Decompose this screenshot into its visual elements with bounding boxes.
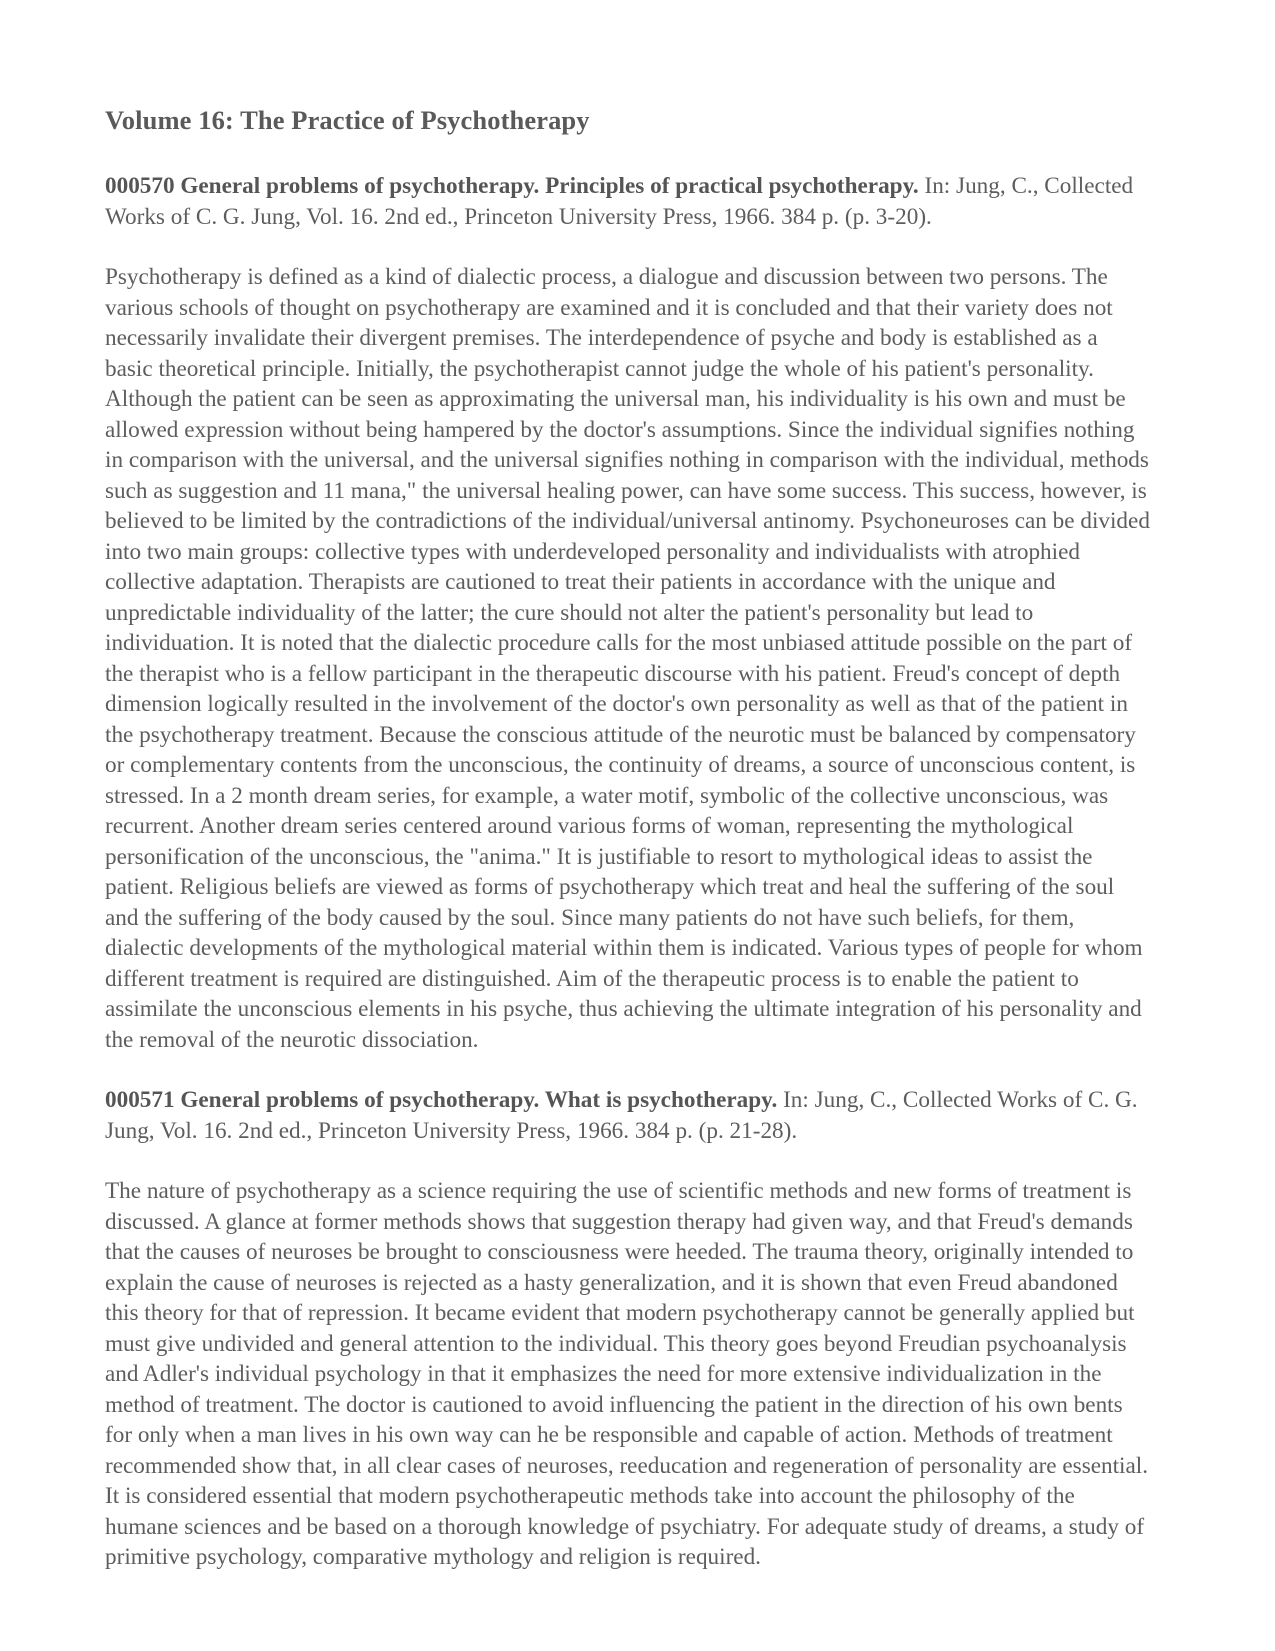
citation-line xyxy=(105,1085,1150,1146)
bibliography-entry-000571 xyxy=(105,1085,1150,1573)
citation-heading: 000570 General problems of psychotherapy. Principles of practical psychotherapy. xyxy=(105,173,919,200)
page-title: Volume 16: The Practice of Psychotherapy xyxy=(105,105,590,135)
citation-source: In: Jung, C., Collected Works of C. G. Jung, Vol. 16. 2nd ed., Princeton University Press, 1966. 384 p. (p. 21-28). xyxy=(105,1087,1138,1144)
bibliography-entry-000570 xyxy=(105,171,1150,1055)
abstract-text: Psychotherapy is defined as a kind of dialectic process, a dialogue and discussion between two persons. The various schools of thought on psychotherapy are examined and it is concluded and that their variety does not necessarily invalidate their divergent premises. The interdependence of psyche and body is established as a basic theoretical principle. Initially, the psychotherapist cannot judge the whole of his patient's personality. Although the patient can be seen as approximating the universal man, his individuality is his own and must be allowed expression without being hampered by the doctor's assumptions. Since the individual signifies nothing in comparison with the universal, and the universal signifies nothing in comparison with the individual, methods such as suggestion and 11 mana," the universal healing power, can have some success. This success, however, is believed to be limited by the contradictions of the individual/universal antinomy. Psychoneuroses can be divided into two main groups: collective types with underdeveloped personality and individualists with atrophied collective adaptation. Therapists are cautioned to treat their patients in accordance with the unique and unpredictable individuality of the latter; the cure should not alter the patient's personality but lead to individuation. It is noted that the dialectic procedure calls for the most unbiased attitude possible on the part of the therapist who is a fellow participant in the therapeutic discourse with his patient. Freud's concept of depth dimension logically resulted in the involvement of the doctor's own personality as well as that of the patient in the psychotherapy treatment. Because the conscious attitude of the neurotic must be balanced by compensatory or complementary contents from the unconscious, the continuity of dreams, a source of unconscious content, is stressed. In a 2 month dream series, for example, a water motif, symbolic of the collective unconscious, was recurrent. Another dream series centered around various forms of woman, representing the mythological personification of the unconscious, the "anima." It is justifiable to resort to mythological ideas to assist the patient. Religious beliefs are viewed as forms of psychotherapy which treat and heal the suffering of the soul and the suffering of the body caused by the soul. Since many patients do not have such beliefs, for them, dialectic developments of the mythological material within them is indicated. Various types of people for whom different treatment is required are distinguished. Aim of the therapeutic process is to enable the patient to assimilate the unconscious elements in his psyche, thus achieving the ultimate integration of his personality and the removal of the neurotic dissociation. xyxy=(105,264,1150,1053)
abstract-text: The nature of psychotherapy as a science requiring the use of scientific methods and new forms of treatment is discussed. A glance at former methods shows that suggestion therapy had given way, and that Freud's demands that the causes of neuroses be brought to consciousness were heeded. The trauma theory, originally intended to explain the cause of neuroses is rejected as a hasty generalization, and it is shown that even Freud abandoned this theory for that of repression. It became evident that modern psychotherapy cannot be generally applied but must give undivided and general attention to the individual. This theory goes beyond Freudian psychoanalysis and Adler's individual psychology in that it emphasizes the need for more extensive individualization in the method of treatment. The doctor is cautioned to avoid influencing the patient in the direction of his own bents for only when a man lives in his own way can he be responsible and capable of action. Methods of treatment recommended show that, in all clear cases of neuroses, reeducation and regeneration of personality are essential. It is considered essential that modern psychotherapeutic methods take into account the philosophy of the humane sciences and be based on a thorough knowledge of psychiatry. For adequate study of dreams, a study of primitive psychology, comparative mythology and religion is required. xyxy=(105,1178,1149,1571)
citation-source: In: Jung, C., Collected Works of C. G. Jung, Vol. 16. 2nd ed., Princeton University Press, 1966. 384 p. (p. 3-20). xyxy=(105,173,1134,230)
citation-heading: 000571 General problems of psychotherapy. What is psychotherapy. xyxy=(105,1087,778,1114)
citation-line xyxy=(105,171,1150,232)
